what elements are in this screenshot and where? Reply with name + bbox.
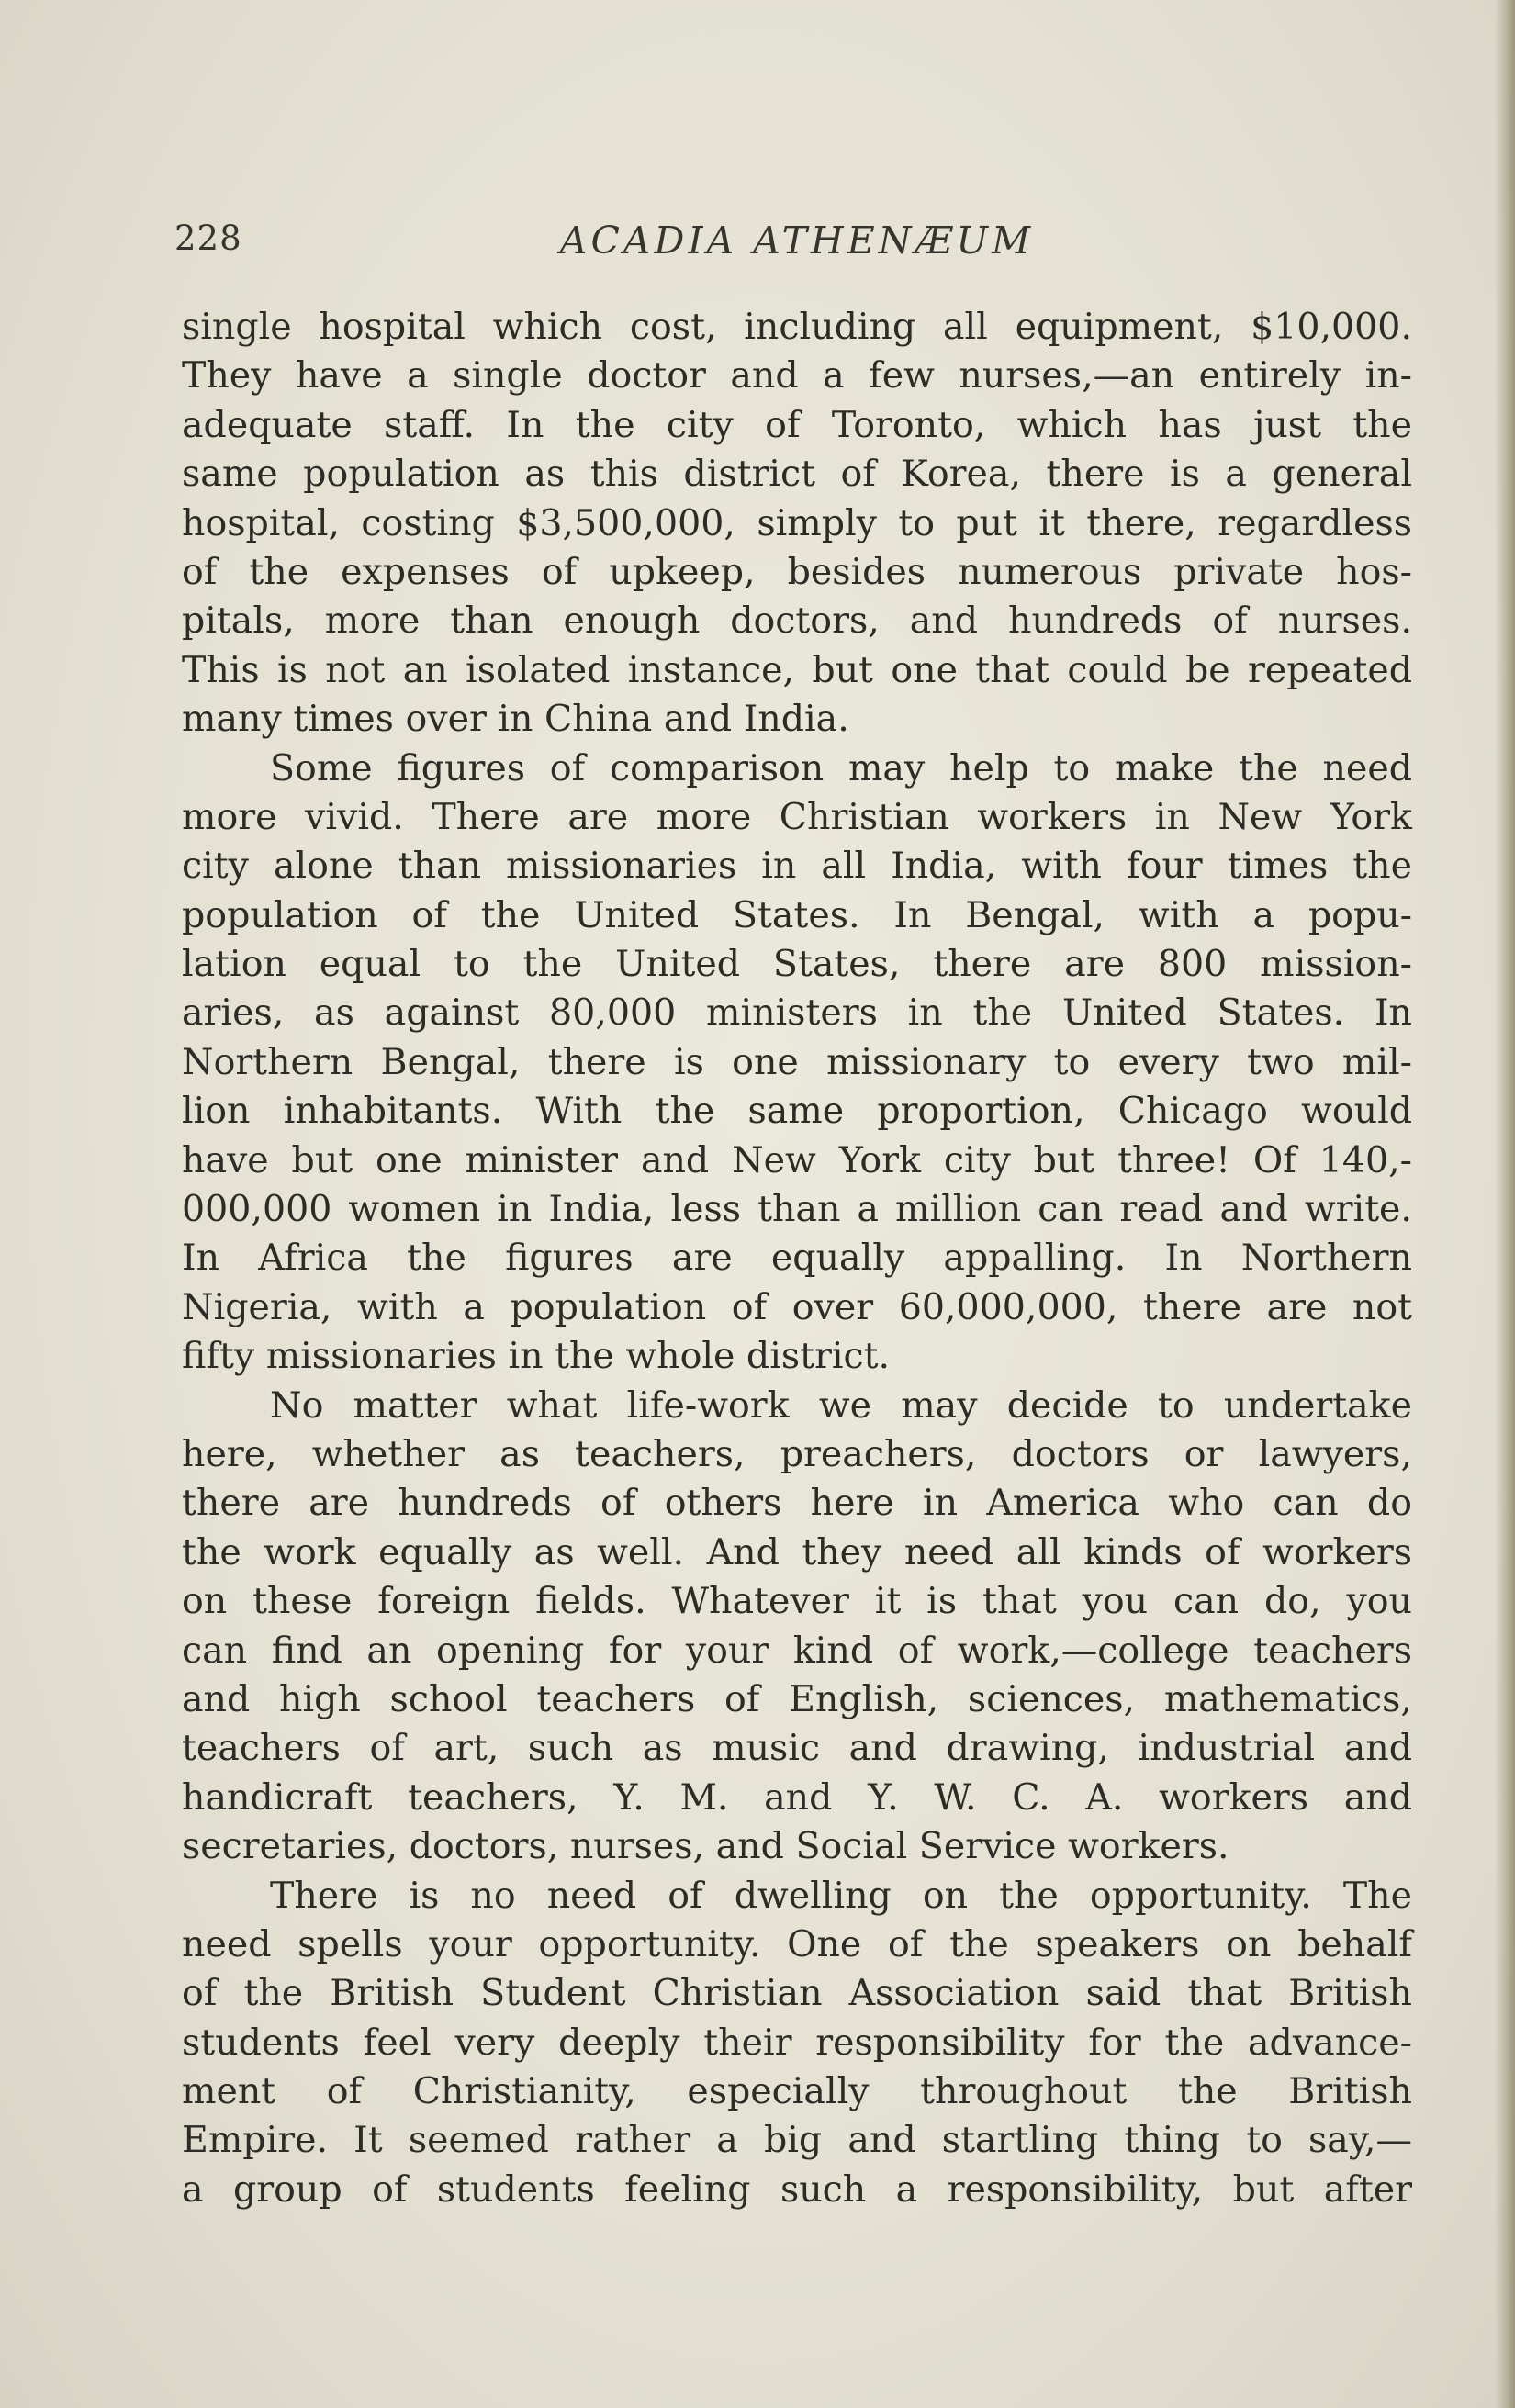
text-line: fifty missionaries in the whole district. xyxy=(182,1335,891,1378)
text-line: In Africa the figures are equally appalling. In Northern xyxy=(182,1237,1412,1280)
text-line: can find an opening for your kind of work,—college teachers xyxy=(182,1629,1412,1672)
text-line: secretaries, doctors, nurses, and Social Service workers. xyxy=(182,1825,1229,1868)
text-line: and high school teachers of English, sciences, mathematics, xyxy=(182,1677,1412,1720)
text-line: city alone than missionaries in all India, with four times the xyxy=(182,845,1412,888)
text-line: This is not an isolated instance, but one that could be repeated xyxy=(182,648,1412,691)
text-line: students feel very deeply their responsibility for the advance- xyxy=(182,2021,1412,2064)
text-line: have but one minister and New York city but three! Of 140,- xyxy=(182,1138,1412,1182)
text-line: aries, as against 80,000 ministers in the United States. In xyxy=(182,991,1412,1035)
text-line: on these foreign fields. Whatever it is that you can do, you xyxy=(182,1580,1412,1623)
paragraph-first-line: Some figures of comparison may help to make the need xyxy=(270,746,1412,790)
text-line: 000,000 women in India, less than a million can read and write. xyxy=(182,1188,1412,1231)
paragraph-first-line: No matter what life-work we may decide to undertake xyxy=(270,1383,1412,1427)
text-line: lion inhabitants. With the same proportion, Chicago would xyxy=(182,1090,1412,1133)
text-line: same population as this district of Korea, there is a general xyxy=(182,453,1412,496)
text-line: Nigeria, with a population of over 60,000,000, there are not xyxy=(182,1285,1412,1328)
text-line: many times over in China and India. xyxy=(182,698,849,741)
text-line: population of the United States. In Bengal, with a popu- xyxy=(182,893,1412,936)
text-line: there are hundreds of others here in America who can do xyxy=(182,1482,1412,1525)
text-line: of the expenses of upkeep, besides numerous private hos- xyxy=(182,550,1412,593)
text-line: ment of Christianity, especially throughout the British xyxy=(182,2070,1412,2113)
text-line: more vivid. There are more Christian workers in New York xyxy=(182,795,1412,838)
text-line: adequate staff. In the city of Toronto, which has just the xyxy=(182,403,1412,446)
text-line: the work equally as well. And they need all kinds of workers xyxy=(182,1530,1412,1574)
page-binding-edge xyxy=(1495,0,1515,2408)
text-line: pitals, more than enough doctors, and hundreds of nurses. xyxy=(182,599,1412,643)
text-line: handicraft teachers, Y. M. and Y. W. C. A. workers and xyxy=(182,1775,1412,1819)
page-header xyxy=(174,218,1420,274)
text-line: They have a single doctor and a few nurses,—an entirely in- xyxy=(182,354,1412,398)
text-line: single hospital which cost, including all equipment, $10,000. xyxy=(182,306,1412,348)
paragraph-first-line: There is no need of dwelling on the opportunity. The xyxy=(270,1874,1412,1917)
body-text xyxy=(182,303,1412,2214)
text-line: here, whether as teachers, preachers, doctors or lawyers, xyxy=(182,1432,1412,1475)
text-line: of the British Student Christian Association said that British xyxy=(182,1972,1412,2015)
text-line: Northern Bengal, there is one missionary to every two mil- xyxy=(182,1040,1412,1083)
page-number: 228 xyxy=(174,218,242,258)
running-head: ACADIA ATHENÆUM xyxy=(559,218,1035,263)
text-line: need spells your opportunity. One of the speakers on behalf xyxy=(182,1922,1412,1966)
text-line: Empire. It seemed rather a big and startling thing to say,— xyxy=(182,2119,1412,2162)
text-line: hospital, costing $3,500,000, simply to put it there, regardless xyxy=(182,501,1412,544)
text-line: a group of students feeling such a responsibility, but after xyxy=(182,2167,1412,2211)
text-line: teachers of art, such as music and drawing, industrial and xyxy=(182,1727,1412,1770)
text-line: lation equal to the United States, there are 800 mission- xyxy=(182,943,1412,986)
